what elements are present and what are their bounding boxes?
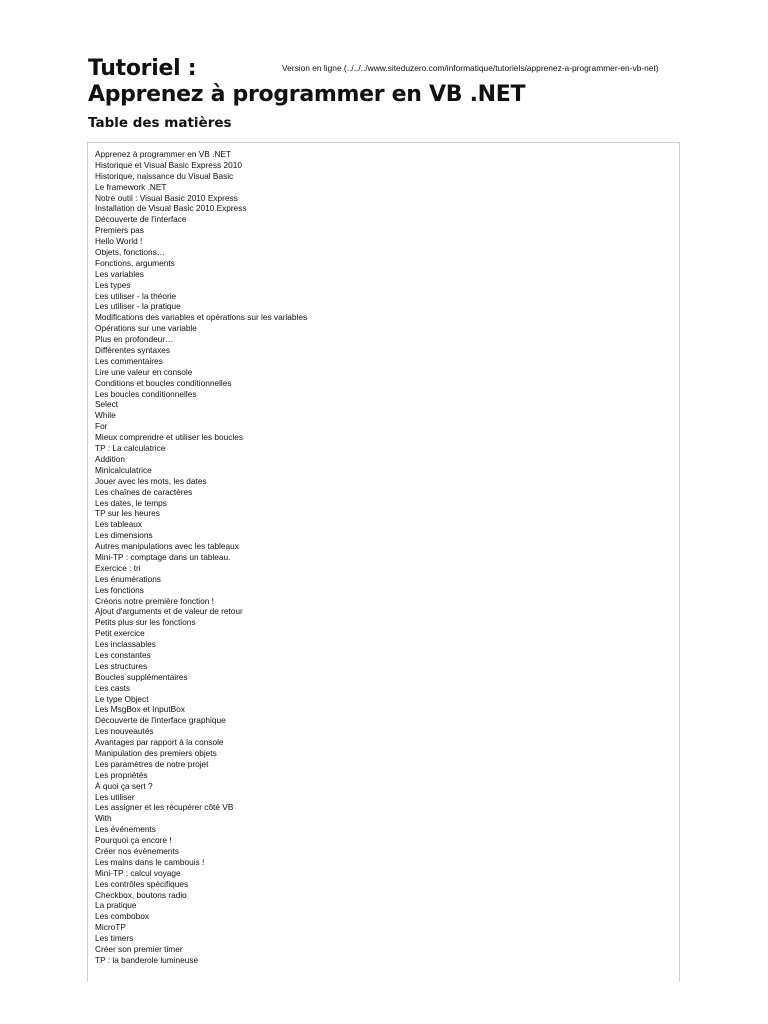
toc-item[interactable]: Les utiliser - la pratique: [95, 301, 181, 312]
toc-item[interactable]: For: [95, 421, 108, 432]
toc-item[interactable]: Pourquoi ça encore !: [95, 835, 172, 846]
toc-item[interactable]: À quoi ça sert ?: [95, 780, 153, 791]
toc-item[interactable]: Historique, naissance du Visual Basic: [95, 170, 234, 181]
toc-item[interactable]: Les utiliser: [95, 791, 135, 802]
toc-item[interactable]: Les boucles conditionnelles: [95, 388, 197, 399]
toc-item[interactable]: Fonctions, arguments: [95, 257, 175, 268]
document-title: Apprenez à programmer en VB .NET: [88, 82, 526, 107]
toc-item[interactable]: Apprenez à programmer en VB .NET: [95, 149, 232, 159]
toc-item[interactable]: Checkbox, boutons radio: [95, 889, 187, 900]
toc-list: [95, 149, 307, 966]
online-version-link[interactable]: Version en ligne (../../../www.siteduzero.com/informatique/tutoriels/apprenez-a-programmer-en-vb-net): [282, 63, 659, 73]
toc-item[interactable]: Les dimensions: [95, 530, 153, 541]
toc-item[interactable]: Les variables: [95, 268, 144, 279]
toc-item[interactable]: Notre outil : Visual Basic 2010 Express: [95, 192, 238, 203]
toc-item[interactable]: Les énumérations: [95, 573, 161, 584]
toc-item[interactable]: Les tableaux: [95, 519, 143, 530]
toc-item[interactable]: Objets, fonctions…: [95, 247, 166, 258]
toc-item[interactable]: Les chaînes de caractères: [95, 486, 193, 497]
toc-item[interactable]: Modifications des variables et opérations sur les variables: [95, 312, 308, 323]
toc-item[interactable]: Autres manipulations avec les tableaux: [95, 541, 239, 552]
toc-item[interactable]: Installation de Visual Basic 2010 Express: [95, 203, 247, 214]
toc-item[interactable]: Ajout d'arguments et de valeur de retour: [95, 606, 243, 617]
toc-item[interactable]: Petit exercice: [95, 628, 145, 639]
toc-item[interactable]: Les structures: [95, 660, 148, 671]
toc-item[interactable]: Les commentaires: [95, 355, 163, 366]
toc-item[interactable]: Manipulation des premiers objets: [95, 747, 217, 758]
toc-item[interactable]: Les dates, le temps: [95, 497, 167, 508]
document-title-prefix: Tutoriel :: [88, 56, 197, 81]
toc-item[interactable]: Les assigner et les récupérer côté VB: [95, 802, 234, 813]
toc-item[interactable]: Le type Object: [95, 693, 149, 704]
toc-item[interactable]: Créer son premier timer: [95, 944, 183, 955]
toc-item[interactable]: Avantages par rapport à la console: [95, 737, 224, 748]
toc-item[interactable]: Mieux comprendre et utiliser les boucles: [95, 432, 244, 443]
toc-item[interactable]: Conditions et boucles conditionnelles: [95, 377, 232, 388]
toc-item[interactable]: Les paramètres de notre projet: [95, 758, 209, 769]
toc-item[interactable]: TP : La calculatrice: [95, 443, 166, 454]
toc-item[interactable]: While: [95, 410, 116, 421]
toc-item[interactable]: Les contrôles spécifiques: [95, 878, 189, 889]
toc-item[interactable]: Les fonctions: [95, 584, 144, 595]
toc-item[interactable]: TP sur les heures: [95, 508, 160, 519]
toc-item[interactable]: Les événements: [95, 824, 156, 835]
toc-item[interactable]: Minicalculatrice: [95, 464, 152, 475]
toc-item[interactable]: Exercice : tri: [95, 562, 141, 573]
toc-item[interactable]: Les casts: [95, 682, 131, 693]
toc-item[interactable]: Les propriétés: [95, 769, 148, 780]
toc-item[interactable]: Mini-TP : calcul voyage: [95, 867, 181, 878]
toc-item[interactable]: Select: [95, 399, 119, 410]
toc-item[interactable]: Historique et Visual Basic Express 2010: [95, 159, 242, 170]
toc-item[interactable]: Le framework .NET: [95, 181, 167, 192]
toc-item[interactable]: Boucles supplémentaires: [95, 671, 188, 682]
toc-item[interactable]: With: [95, 813, 112, 824]
toc-item[interactable]: MicroTP: [95, 922, 126, 933]
toc-item[interactable]: Mini-TP : comptage dans un tableau.: [95, 551, 231, 562]
toc-item[interactable]: La pratique: [95, 900, 137, 911]
toc-item[interactable]: Les constantes: [95, 649, 151, 660]
toc-heading: Table des matières: [88, 115, 232, 131]
toc-item[interactable]: TP : la banderole lumineuse: [95, 954, 199, 965]
toc-item[interactable]: Opérations sur une variable: [95, 323, 197, 334]
toc-item[interactable]: Découverte de l'interface: [95, 214, 187, 225]
toc-item[interactable]: Les mains dans le cambouis !: [95, 856, 205, 867]
toc-item[interactable]: Addition: [95, 453, 125, 464]
toc-item[interactable]: Petits plus sur les fonctions: [95, 617, 196, 628]
toc-item[interactable]: Différentes syntaxes: [95, 345, 171, 356]
toc-item[interactable]: Les timers: [95, 933, 134, 944]
toc-item[interactable]: Premiers pas: [95, 225, 144, 236]
toc-item[interactable]: Les MsgBox et InputBox: [95, 704, 185, 715]
toc-item[interactable]: Les nouveautés: [95, 726, 154, 737]
toc-item[interactable]: Jouer avec les mots, les dates: [95, 475, 207, 486]
toc-item[interactable]: Hello World !: [95, 236, 143, 247]
toc-item[interactable]: Plus en profondeur…: [95, 334, 174, 345]
toc-item[interactable]: Les utiliser - la théorie: [95, 290, 177, 301]
toc-item[interactable]: Les inclassables: [95, 639, 156, 650]
toc-item[interactable]: Lire une valeur en console: [95, 366, 193, 377]
toc-item[interactable]: Créer nos évènements: [95, 846, 179, 856]
table-of-contents: [87, 142, 680, 982]
toc-item[interactable]: Découverte de l'interface graphique: [95, 715, 226, 726]
toc-item[interactable]: Les types: [95, 279, 131, 290]
toc-item[interactable]: Les combobox: [95, 911, 149, 922]
toc-item[interactable]: Créons notre première fonction !: [95, 595, 214, 606]
